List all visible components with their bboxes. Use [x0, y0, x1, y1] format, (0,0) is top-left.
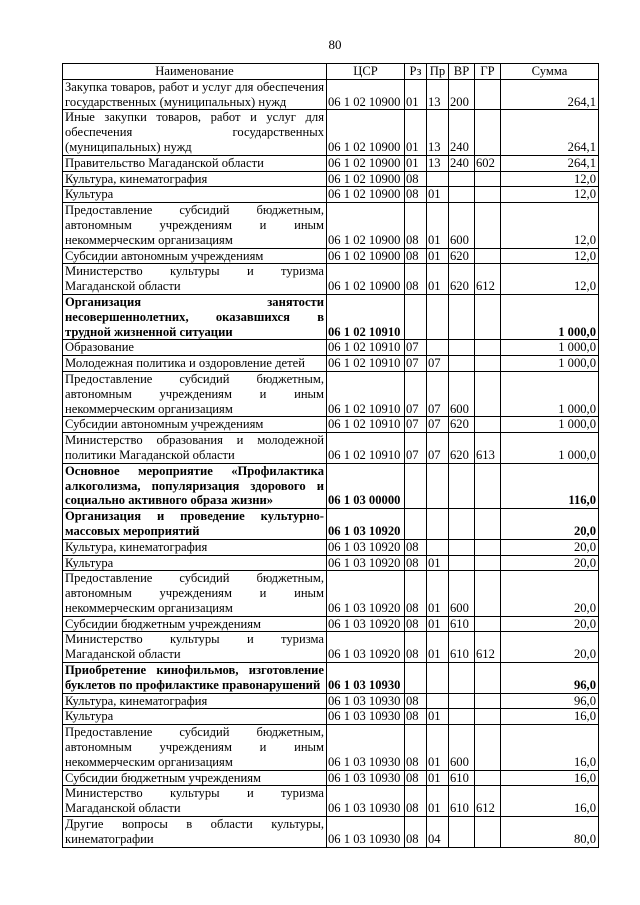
- cell-rz: 01: [405, 79, 427, 110]
- table-row: [63, 171, 599, 187]
- table-row: [63, 433, 599, 464]
- cell-pr: [427, 509, 449, 540]
- cell-name: Молодежная политика и оздоровление детей: [63, 356, 327, 372]
- header-csr: ЦСР: [327, 64, 405, 80]
- cell-vr: [449, 463, 475, 508]
- cell-csr: 06 1 03 10930: [327, 663, 405, 694]
- table-row: [63, 79, 599, 110]
- cell-gr: [475, 709, 501, 725]
- cell-vr: [449, 340, 475, 356]
- cell-csr: 06 1 03 10920: [327, 616, 405, 632]
- cell-gr: [475, 171, 501, 187]
- cell-gr: [475, 110, 501, 155]
- cell-pr: 07: [427, 417, 449, 433]
- cell-gr: [475, 555, 501, 571]
- cell-vr: 610: [449, 632, 475, 663]
- cell-name: Министерство образования и молодежной политики Магаданской области: [63, 433, 327, 464]
- cell-sum: 16,0: [501, 725, 599, 770]
- table-row: [63, 663, 599, 694]
- cell-vr: 610: [449, 616, 475, 632]
- header-sum: Сумма: [501, 64, 599, 80]
- header-pr: Пр: [427, 64, 449, 80]
- cell-sum: 12,0: [501, 203, 599, 248]
- cell-name: Министерство культуры и туризма Магаданской области: [63, 786, 327, 817]
- cell-gr: [475, 79, 501, 110]
- cell-csr: 06 1 03 10930: [327, 725, 405, 770]
- cell-pr: 07: [427, 356, 449, 372]
- cell-sum: 264,1: [501, 155, 599, 171]
- cell-gr: 612: [475, 632, 501, 663]
- cell-rz: [405, 463, 427, 508]
- cell-rz: 07: [405, 433, 427, 464]
- cell-gr: [475, 294, 501, 339]
- cell-csr: 06 1 03 10930: [327, 817, 405, 848]
- cell-csr: 06 1 02 10900: [327, 79, 405, 110]
- cell-name: Культура: [63, 555, 327, 571]
- cell-csr: 06 1 03 10920: [327, 539, 405, 555]
- cell-gr: [475, 187, 501, 203]
- cell-name: Культура: [63, 187, 327, 203]
- table-row: [63, 264, 599, 295]
- cell-vr: 600: [449, 725, 475, 770]
- cell-pr: 01: [427, 248, 449, 264]
- cell-gr: [475, 817, 501, 848]
- cell-gr: [475, 248, 501, 264]
- table-row: [63, 786, 599, 817]
- cell-name: Субсидии автономным учреждениям: [63, 417, 327, 433]
- table-row: [63, 555, 599, 571]
- cell-name: Министерство культуры и туризма Магаданской области: [63, 264, 327, 295]
- cell-vr: 200: [449, 79, 475, 110]
- cell-name: Министерство культуры и туризма Магаданской области: [63, 632, 327, 663]
- cell-gr: [475, 509, 501, 540]
- cell-pr: 07: [427, 371, 449, 416]
- page-number: 80: [328, 37, 342, 52]
- cell-name: Закупка товаров, работ и услуг для обеспечения государственных (муниципальных) нужд: [63, 79, 327, 110]
- cell-pr: 01: [427, 555, 449, 571]
- cell-name: Культура, кинематография: [63, 539, 327, 555]
- cell-pr: 01: [427, 709, 449, 725]
- cell-gr: [475, 203, 501, 248]
- cell-sum: 20,0: [501, 571, 599, 616]
- cell-rz: 08: [405, 817, 427, 848]
- cell-rz: 08: [405, 786, 427, 817]
- cell-name: Субсидии бюджетным учреждениям: [63, 770, 327, 786]
- cell-csr: 06 1 02 10900: [327, 203, 405, 248]
- cell-rz: [405, 663, 427, 694]
- cell-csr: 06 1 02 10910: [327, 356, 405, 372]
- cell-vr: 600: [449, 371, 475, 416]
- cell-rz: [405, 509, 427, 540]
- cell-vr: 620: [449, 248, 475, 264]
- cell-csr: 06 1 02 10910: [327, 417, 405, 433]
- cell-name: Образование: [63, 340, 327, 356]
- cell-rz: 08: [405, 616, 427, 632]
- table-header-row: [63, 64, 599, 80]
- cell-rz: 08: [405, 171, 427, 187]
- header-gr: ГР: [475, 64, 501, 80]
- cell-rz: 08: [405, 248, 427, 264]
- cell-pr: [427, 663, 449, 694]
- cell-sum: 20,0: [501, 509, 599, 540]
- cell-rz: 01: [405, 110, 427, 155]
- cell-vr: 610: [449, 770, 475, 786]
- cell-vr: [449, 539, 475, 555]
- cell-csr: 06 1 02 10910: [327, 294, 405, 339]
- cell-sum: 12,0: [501, 264, 599, 295]
- table-row: [63, 725, 599, 770]
- cell-name: Культура: [63, 709, 327, 725]
- cell-gr: [475, 340, 501, 356]
- table-row: [63, 463, 599, 508]
- cell-name: Основное мероприятие «Профилактика алкоголизма, популяризация здорового и социально активного образа жизни»: [63, 463, 327, 508]
- table-row: [63, 817, 599, 848]
- cell-rz: 08: [405, 203, 427, 248]
- cell-csr: 06 1 03 00000: [327, 463, 405, 508]
- table-row: [63, 294, 599, 339]
- cell-csr: 06 1 02 10910: [327, 340, 405, 356]
- cell-name: Предоставление субсидий бюджетным, автономным учреждениям и иным некоммерческим организациям: [63, 725, 327, 770]
- header-vr: ВР: [449, 64, 475, 80]
- cell-rz: 07: [405, 340, 427, 356]
- cell-name: Организация занятости несовершеннолетних, оказавшихся в трудной жизненной ситуации: [63, 294, 327, 339]
- cell-rz: 08: [405, 539, 427, 555]
- cell-vr: [449, 509, 475, 540]
- cell-csr: 06 1 03 10920: [327, 632, 405, 663]
- cell-rz: 07: [405, 417, 427, 433]
- table-row: [63, 632, 599, 663]
- cell-pr: 07: [427, 433, 449, 464]
- table-row: [63, 571, 599, 616]
- cell-sum: 12,0: [501, 171, 599, 187]
- cell-sum: 96,0: [501, 693, 599, 709]
- cell-name: Предоставление субсидий бюджетным, автономным учреждениям и иным некоммерческим организациям: [63, 371, 327, 416]
- cell-gr: [475, 417, 501, 433]
- cell-sum: 1 000,0: [501, 417, 599, 433]
- cell-sum: 12,0: [501, 248, 599, 264]
- cell-sum: 20,0: [501, 632, 599, 663]
- cell-sum: 96,0: [501, 663, 599, 694]
- cell-vr: 620: [449, 433, 475, 464]
- cell-vr: 620: [449, 417, 475, 433]
- cell-pr: [427, 340, 449, 356]
- cell-csr: 06 1 02 10900: [327, 171, 405, 187]
- cell-gr: [475, 571, 501, 616]
- cell-name: Организация и проведение культурно-массовых мероприятий: [63, 509, 327, 540]
- cell-gr: 613: [475, 433, 501, 464]
- cell-vr: 240: [449, 155, 475, 171]
- cell-pr: 04: [427, 817, 449, 848]
- cell-csr: 06 1 02 10900: [327, 155, 405, 171]
- cell-csr: 06 1 03 10930: [327, 693, 405, 709]
- cell-vr: [449, 693, 475, 709]
- cell-pr: [427, 463, 449, 508]
- cell-sum: 16,0: [501, 709, 599, 725]
- cell-sum: 116,0: [501, 463, 599, 508]
- cell-pr: 13: [427, 110, 449, 155]
- cell-gr: 602: [475, 155, 501, 171]
- cell-csr: 06 1 02 10910: [327, 433, 405, 464]
- cell-csr: 06 1 02 10900: [327, 187, 405, 203]
- cell-pr: 01: [427, 203, 449, 248]
- cell-name: Приобретение кинофильмов, изготовление буклетов по профилактике правонарушений: [63, 663, 327, 694]
- cell-csr: 06 1 03 10920: [327, 509, 405, 540]
- cell-sum: 1 000,0: [501, 294, 599, 339]
- cell-sum: 1 000,0: [501, 371, 599, 416]
- cell-gr: [475, 616, 501, 632]
- cell-pr: 01: [427, 616, 449, 632]
- cell-pr: [427, 693, 449, 709]
- cell-name: Иные закупки товаров, работ и услуг для обеспечения государственных (муниципальных) нужд: [63, 110, 327, 155]
- table-row: [63, 110, 599, 155]
- cell-sum: 1 000,0: [501, 356, 599, 372]
- cell-vr: 600: [449, 203, 475, 248]
- cell-pr: 01: [427, 187, 449, 203]
- table-row: [63, 770, 599, 786]
- cell-rz: 08: [405, 632, 427, 663]
- cell-csr: 06 1 02 10900: [327, 110, 405, 155]
- cell-vr: 620: [449, 264, 475, 295]
- table-row: [63, 709, 599, 725]
- budget-table: [62, 63, 599, 848]
- table-row: [63, 155, 599, 171]
- cell-name: Культура, кинематография: [63, 171, 327, 187]
- cell-gr: [475, 356, 501, 372]
- table-row: [63, 509, 599, 540]
- cell-vr: [449, 817, 475, 848]
- table-row: [63, 417, 599, 433]
- cell-name: Предоставление субсидий бюджетным, автономным учреждениям и иным некоммерческим организациям: [63, 203, 327, 248]
- table-row: [63, 693, 599, 709]
- cell-pr: 01: [427, 786, 449, 817]
- cell-pr: [427, 539, 449, 555]
- cell-rz: [405, 294, 427, 339]
- cell-pr: 01: [427, 632, 449, 663]
- table-row: [63, 187, 599, 203]
- cell-vr: [449, 356, 475, 372]
- cell-sum: 20,0: [501, 539, 599, 555]
- cell-gr: 612: [475, 264, 501, 295]
- cell-name: Субсидии бюджетным учреждениям: [63, 616, 327, 632]
- cell-csr: 06 1 03 10920: [327, 571, 405, 616]
- cell-pr: 13: [427, 79, 449, 110]
- cell-pr: 01: [427, 770, 449, 786]
- cell-pr: [427, 171, 449, 187]
- table-row: [63, 539, 599, 555]
- cell-sum: 264,1: [501, 110, 599, 155]
- cell-vr: 600: [449, 571, 475, 616]
- cell-gr: [475, 663, 501, 694]
- cell-sum: 1 000,0: [501, 433, 599, 464]
- cell-name: Другие вопросы в области культуры, кинематографии: [63, 817, 327, 848]
- table-row: [63, 371, 599, 416]
- cell-sum: 20,0: [501, 555, 599, 571]
- cell-rz: 07: [405, 356, 427, 372]
- cell-csr: 06 1 02 10900: [327, 248, 405, 264]
- cell-vr: [449, 171, 475, 187]
- cell-csr: 06 1 03 10930: [327, 770, 405, 786]
- cell-sum: 16,0: [501, 770, 599, 786]
- cell-rz: 08: [405, 770, 427, 786]
- cell-name: Субсидии автономным учреждениям: [63, 248, 327, 264]
- header-rz: Рз: [405, 64, 427, 80]
- table-row: [63, 248, 599, 264]
- cell-vr: [449, 709, 475, 725]
- cell-rz: 08: [405, 264, 427, 295]
- cell-rz: 08: [405, 693, 427, 709]
- cell-gr: [475, 463, 501, 508]
- cell-gr: [475, 693, 501, 709]
- cell-vr: [449, 294, 475, 339]
- cell-rz: 08: [405, 709, 427, 725]
- cell-rz: 08: [405, 725, 427, 770]
- cell-gr: 612: [475, 786, 501, 817]
- cell-csr: 06 1 03 10930: [327, 709, 405, 725]
- cell-sum: 264,1: [501, 79, 599, 110]
- cell-sum: 1 000,0: [501, 340, 599, 356]
- cell-gr: [475, 539, 501, 555]
- cell-vr: [449, 663, 475, 694]
- cell-gr: [475, 371, 501, 416]
- cell-vr: [449, 555, 475, 571]
- cell-name: Культура, кинематография: [63, 693, 327, 709]
- cell-vr: 610: [449, 786, 475, 817]
- table-row: [63, 340, 599, 356]
- cell-sum: 20,0: [501, 616, 599, 632]
- cell-pr: 01: [427, 264, 449, 295]
- cell-csr: 06 1 02 10910: [327, 371, 405, 416]
- cell-gr: [475, 725, 501, 770]
- cell-rz: 08: [405, 187, 427, 203]
- cell-sum: 16,0: [501, 786, 599, 817]
- cell-vr: [449, 187, 475, 203]
- table-row: [63, 356, 599, 372]
- cell-name: Правительство Магаданской области: [63, 155, 327, 171]
- cell-csr: 06 1 02 10900: [327, 264, 405, 295]
- table-row: [63, 616, 599, 632]
- cell-pr: 13: [427, 155, 449, 171]
- cell-csr: 06 1 03 10930: [327, 786, 405, 817]
- cell-sum: 80,0: [501, 817, 599, 848]
- cell-rz: 07: [405, 371, 427, 416]
- cell-name: Предоставление субсидий бюджетным, автономным учреждениям и иным некоммерческим организациям: [63, 571, 327, 616]
- cell-rz: 01: [405, 155, 427, 171]
- cell-rz: 08: [405, 571, 427, 616]
- cell-pr: 01: [427, 571, 449, 616]
- cell-gr: [475, 770, 501, 786]
- table-row: [63, 203, 599, 248]
- cell-rz: 08: [405, 555, 427, 571]
- header-name: Наименование: [63, 64, 327, 80]
- cell-csr: 06 1 03 10920: [327, 555, 405, 571]
- cell-vr: 240: [449, 110, 475, 155]
- cell-pr: [427, 294, 449, 339]
- cell-sum: 12,0: [501, 187, 599, 203]
- cell-pr: 01: [427, 725, 449, 770]
